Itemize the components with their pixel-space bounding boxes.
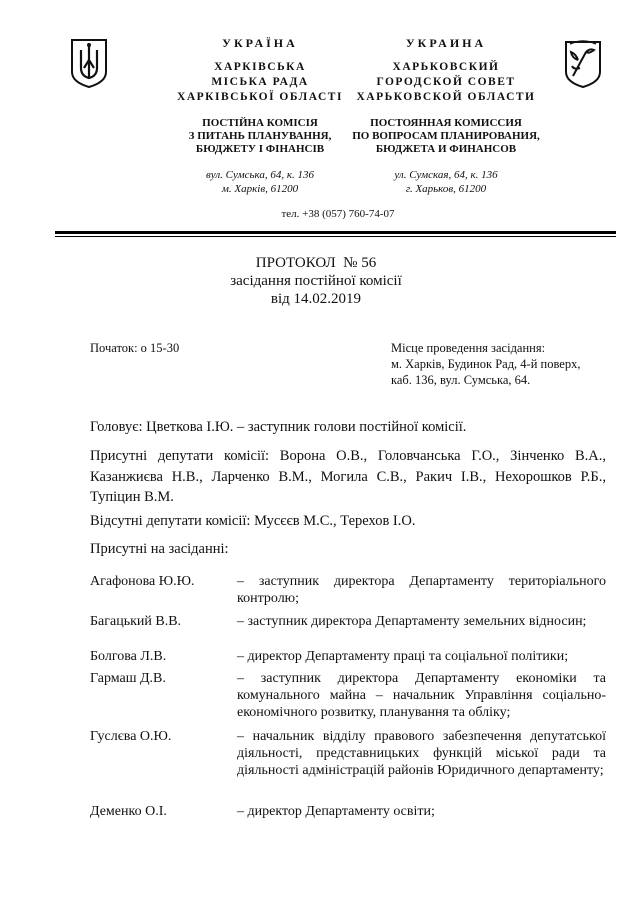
commission-line: ПО ВОПРОСАМ ПЛАНИРОВАНИЯ, bbox=[352, 130, 540, 142]
attendee-role: – заступник директора Департаменту земельних відносин; bbox=[237, 614, 587, 629]
absent-deputies: Відсутні депутати комісії: Мусєєв М.С., Терехов І.О. bbox=[90, 513, 416, 529]
commission-line: БЮДЖЕТА И ФИНАНСОВ bbox=[375, 143, 517, 155]
attendee-role: – начальник відділу правового забезпечення депутатської діяльності, представницьких функцій міської ради та діяльності адміністрацій районів Юридичного департаменту; bbox=[237, 729, 606, 778]
commission-line: ПОСТОЯННАЯ КОМИССИЯ bbox=[370, 117, 522, 129]
document-title bbox=[0, 254, 632, 308]
country-label: УКРАИНА bbox=[405, 36, 487, 50]
attendee-name: Гуслєва О.Ю. bbox=[90, 729, 172, 744]
phone-number: тел. +38 (057) 760-74-07 bbox=[281, 208, 395, 220]
country-label: УКРАЇНА bbox=[222, 36, 298, 50]
attendee-name: Гармаш Д.В. bbox=[90, 671, 166, 686]
address-line: вул. Сумська, 64, к. 136 bbox=[205, 169, 315, 181]
start-time: Початок: о 15-30 bbox=[90, 341, 180, 355]
commission-line: З ПИТАНЬ ПЛАНУВАННЯ, bbox=[188, 130, 332, 142]
council-line: ХАРЬКОВСКИЙ bbox=[392, 61, 500, 73]
place-line: каб. 136, вул. Сумська, 64. bbox=[391, 373, 531, 387]
header-divider-thin bbox=[55, 236, 616, 237]
protocol-date: від 14.02.2019 bbox=[270, 291, 362, 307]
ukraine-coat-of-arms-icon bbox=[70, 38, 108, 93]
address-line: м. Харків, 61200 bbox=[221, 183, 299, 195]
council-line: МІСЬКА РАДА bbox=[211, 76, 309, 88]
attendee-role: – заступник директора Департаменту територіального контролю; bbox=[237, 574, 606, 606]
protocol-subtitle: засідання постійної комісії bbox=[230, 273, 402, 289]
present-deputies: Присутні депутати комісії: Ворона О.В., Головчанська Г.О., Зінченко В.А., Казанжиєва Н.В., Ларченко В.М., Могила С.В., Ракич І.В., Нехорошков Р.Б., Тупіцин В.М. bbox=[90, 448, 606, 505]
address-line: г. Харьков, 61200 bbox=[405, 183, 487, 195]
council-line: ГОРОДСКОЙ СОВЕТ bbox=[376, 76, 516, 88]
commission-line: БЮДЖЕТУ І ФІНАНСІВ bbox=[195, 143, 325, 155]
attendee-name: Болгова Л.В. bbox=[90, 649, 167, 664]
council-line: ХАРКІВСЬКА bbox=[214, 61, 306, 73]
place-line: Місце проведення засідання: bbox=[391, 341, 546, 355]
attendee-role: – директор Департаменту освіти; bbox=[237, 804, 435, 819]
attendee-role: – заступник директора Департаменту економіки та комунального майна – начальник Управління соціально-економічного розвитку, планування та обліку; bbox=[237, 671, 606, 720]
chair-line: Головує: Цветкова І.Ю. – заступник голови постійної комісії. bbox=[90, 419, 467, 435]
council-line: ХАРКІВСЬКОЇ ОБЛАСТІ bbox=[177, 91, 343, 103]
address-line: ул. Сумская, 64, к. 136 bbox=[394, 169, 498, 181]
meeting-place bbox=[391, 340, 616, 388]
header-right bbox=[321, 36, 571, 196]
council-line: ХАРЬКОВСКОЙ ОБЛАСТИ bbox=[356, 91, 536, 103]
commission-line: ПОСТІЙНА КОМІСІЯ bbox=[202, 117, 318, 129]
attendees-heading: Присутні на засіданні: bbox=[90, 541, 229, 557]
attendee-role: – директор Департаменту праці та соціальної політики; bbox=[237, 649, 569, 664]
protocol-number: ПРОТОКОЛ № 56 bbox=[255, 255, 377, 271]
attendee-name: Багацький В.В. bbox=[90, 614, 182, 629]
header-divider-thick bbox=[55, 231, 616, 234]
place-line: м. Харків, Будинок Рад, 4-й поверх, bbox=[391, 357, 581, 371]
attendee-name: Агафонова Ю.Ю. bbox=[90, 574, 195, 589]
attendee-name: Деменко О.І. bbox=[90, 804, 167, 819]
